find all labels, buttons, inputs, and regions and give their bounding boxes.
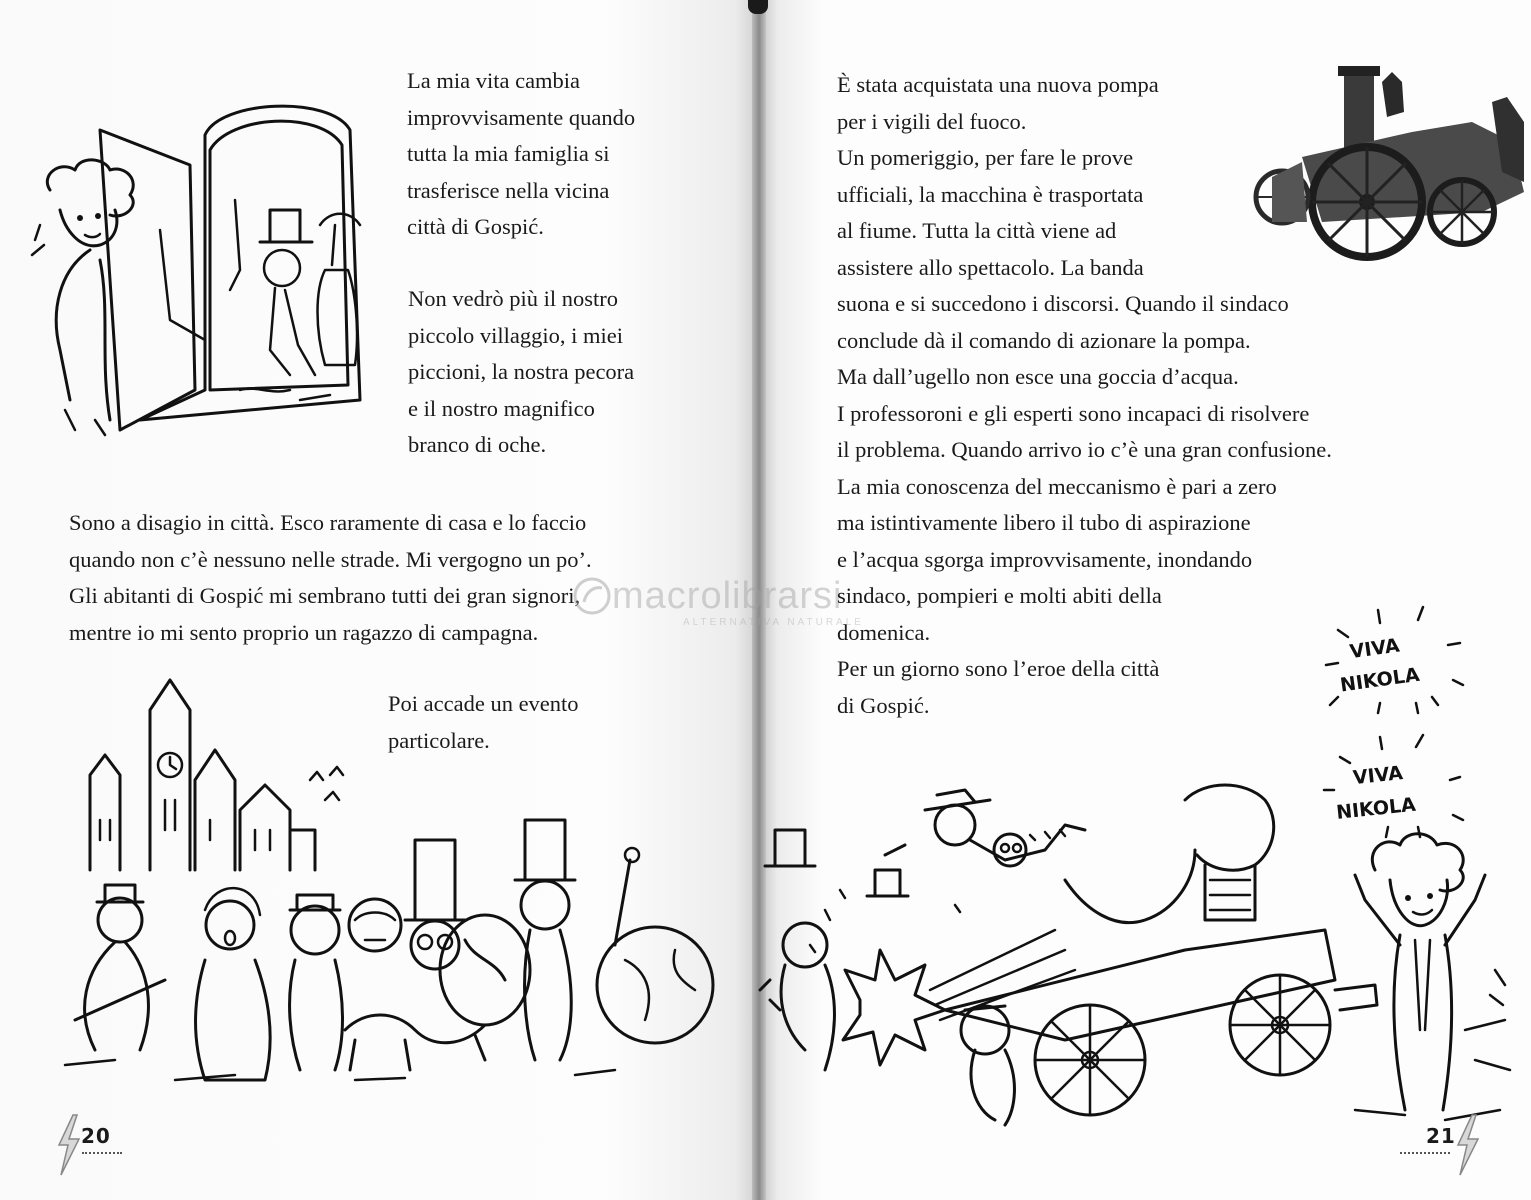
chant-2-line-1: VIVA — [1351, 762, 1404, 790]
chant-1-line-2: NIKOLA — [1338, 663, 1421, 697]
spine-binding — [748, 0, 768, 14]
town-crowd-illustration — [55, 680, 745, 1100]
left-paragraph-1: La mia vita cambia improvvisamente quando tutta la mia famiglia si trasferisce nella vicina città di Gospić. — [407, 68, 636, 239]
page-number-right-dots — [1400, 1150, 1450, 1154]
page-number-left: 20 — [81, 1124, 111, 1148]
left-paragraph-3: Sono a disagio in città. Esco raramente di casa e lo faccio quando non c’è nessuno nelle strade. Mi vergogno un po’. Gli abitanti di Gospić mi sembrano tutti dei gran signori, mentre io mi sento proprio un ragazzo di campagna. — [69, 510, 592, 645]
lightning-icon-left — [55, 1115, 81, 1175]
watermark-tagline: ALTERNATIVA NATURALE — [683, 617, 864, 628]
lightning-icon-right — [1454, 1115, 1480, 1175]
viva-nikola-chant-1 — [1318, 605, 1468, 725]
fire-engine-celebration-illustration — [765, 770, 1520, 1150]
watermark-logo-icon — [572, 576, 612, 616]
page-number-left-dots — [82, 1150, 122, 1154]
chant-2-line-2: NIKOLA — [1335, 793, 1417, 824]
chant-1-line-1: VIVA — [1348, 634, 1401, 664]
watermark-brand: macrolibrarsi — [612, 575, 843, 617]
page-number-right: 21 — [1426, 1124, 1456, 1148]
fire-engine-photo — [1262, 62, 1531, 272]
right-paragraph: È stata acquistata una nuova pompa per i vigili del fuoco. Un pomeriggio, per fare le prove ufficiali, la macchina è trasportata al fiume. Tutta la città viene ad assistere allo spettacolo. La banda suona e si succedono i discorsi. Quando il sindaco conclude dà il comando di azionare la pompa. Ma dall’ugello non esce una goccia d’acqua. I professoroni e gli esperti sono incapaci di risolvere il problema. Quando arrivo io c’è una gran confusione. La mia conoscenza del meccanismo è pari a zero ma istintivamente libero il tubo di aspirazione e l’acqua sgorga improvvisamente, inondando sindaco, pompieri e molti abiti della domenica. Per un giorno sono l’eroe della città di Gospić. — [837, 72, 1332, 718]
left-paragraph-2: Non vedrò più il nostro piccolo villaggio, i miei piccioni, la nostra pecora e il nostro magnifico branco di oche. — [408, 286, 635, 457]
door-illustration — [30, 90, 370, 450]
left-paragraph-4: Poi accade un evento particolare. — [388, 691, 579, 753]
